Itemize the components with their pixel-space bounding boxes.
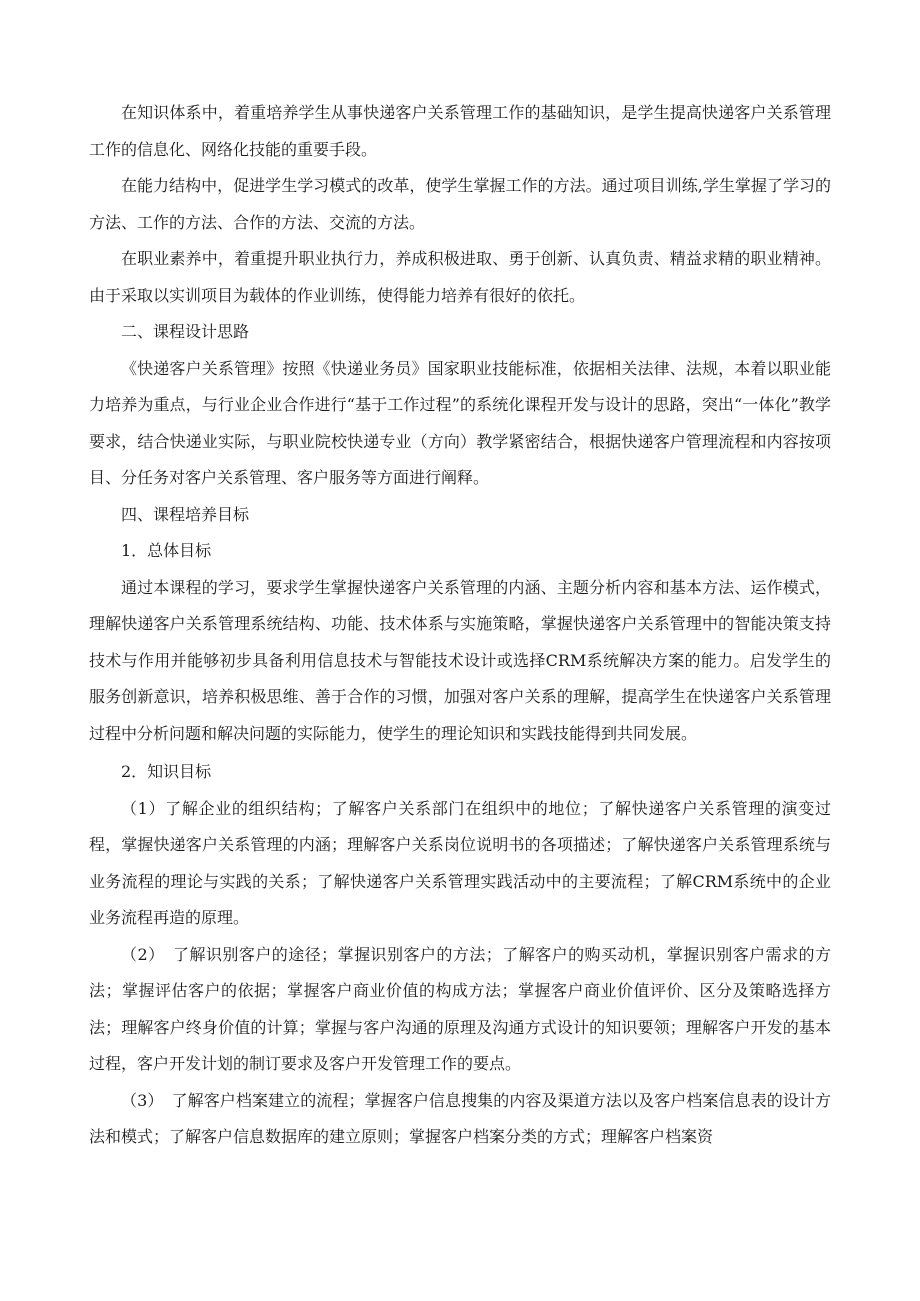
list-item-knowledge-2: （2） 了解识别客户的途径；掌握识别客户的方法；了解客户的购买动机，掌握识别客户需求的方法；掌握评估客户的依据；掌握客户商业价值的构成方法；掌握客户商业价值评价、区分及策略选择方法；理解客户终身价值的计算；掌握与客户沟通的原理及沟通方式设计的知识要领；理解客户开发的基本过程，客户开发计划的制订要求及客户开发管理工作的要点。 bbox=[89, 944, 831, 1073]
section-heading-course-objectives: 四、课程培养目标 bbox=[121, 504, 250, 524]
subheading-overall-objective: 1．总体目标 bbox=[121, 541, 212, 560]
document-body bbox=[89, 95, 831, 1156]
paragraph-professional-quality: 在职业素养中，着重提升职业执行力，养成积极进取、勇于创新、认真负责、精益求精的职业精神。由于采取以实训项目为载体的作业训练，使得能力培养有很好的依托。 bbox=[89, 249, 831, 305]
paragraph-course-design: 《快递客户关系管理》按照《快递业务员》国家职业技能标准，依据相关法律、法规，本着以职业能力培养为重点，与行业企业合作进行“基于工作过程”的系统化课程开发与设计的思路，突出“一体化”教学要求，结合快递业实际，与职业院校快递专业（方向）教学紧密结合，根据快递客户管理流程和内容按项目、分任务对客户关系管理、客户服务等方面进行阐释。 bbox=[89, 358, 831, 487]
list-item-knowledge-3: （3） 了解客户档案建立的流程；掌握客户信息搜集的内容及渠道方法以及客户档案信息表的设计方法和模式；了解客户信息数据库的建立原则；掌握客户档案分类的方式；理解客户档案资 bbox=[89, 1090, 831, 1146]
paragraph-ability-structure: 在能力结构中，促进学生学习模式的改革，使学生掌握工作的方法。通过项目训练,学生掌握了学习的方法、工作的方法、合作的方法、交流的方法。 bbox=[89, 176, 831, 232]
paragraph-knowledge-system: 在知识体系中，着重培养学生从事快递客户关系管理工作的基础知识，是学生提高快递客户关系管理工作的信息化、网络化技能的重要手段。 bbox=[89, 103, 831, 159]
list-item-knowledge-1: （1）了解企业的组织结构；了解客户关系部门在组织中的地位；了解快递客户关系管理的演变过程，掌握快递客户关系管理的内涵；理解客户关系岗位说明书的各项描述；了解快递客户关系管理系统与业务流程的理论与实践的关系；了解快递客户关系管理实践活动中的主要流程；了解CRM系统中的企业业务流程再造的原理。 bbox=[89, 798, 831, 927]
paragraph-overall-objective: 通过本课程的学习，要求学生掌握快递客户关系管理的内涵、主题分析内容和基本方法、运作模式，理解快递客户关系管理系统结构、功能、技术体系与实施策略，掌握快递客户关系管理中的智能决策支持技术与作用并能够初步具备利用信息技术与智能技术设计或选择CRM系统解决方案的能力。启发学生的服务创新意识，培养积极思维、善于合作的习惯，加强对客户关系的理解，提高学生在快递客户关系管理过程中分析问题和解决问题的实际能力，使学生的理论知识和实践技能得到共同发展。 bbox=[89, 577, 831, 743]
section-heading-course-design: 二、课程设计思路 bbox=[121, 322, 250, 341]
subheading-knowledge-objective: 2．知识目标 bbox=[121, 762, 212, 781]
